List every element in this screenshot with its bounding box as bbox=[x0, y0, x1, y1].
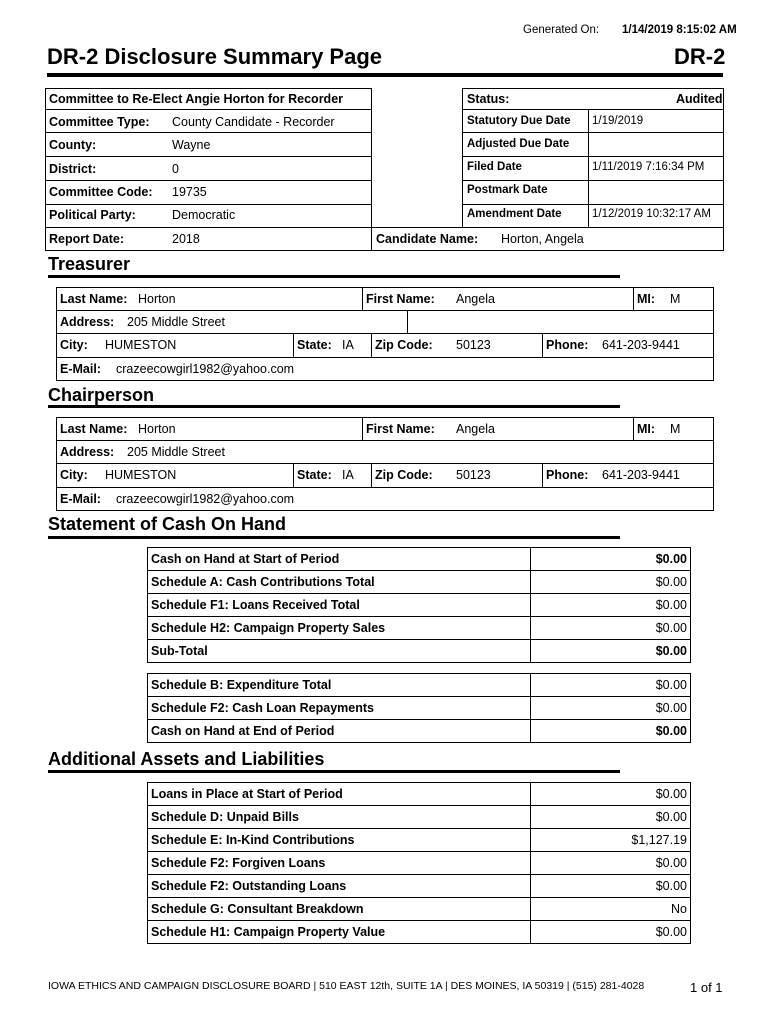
table-row bbox=[148, 921, 691, 944]
table-row bbox=[148, 852, 691, 875]
page-number: 1 of 1 bbox=[690, 980, 723, 995]
row-label: Schedule F2: Forgiven Loans bbox=[148, 852, 531, 875]
status-value: Audited bbox=[676, 92, 723, 106]
committee-name: Committee to Re-Elect Angie Horton for Recorder bbox=[49, 92, 344, 106]
row-label: Schedule H1: Campaign Property Value bbox=[148, 921, 531, 944]
row-label: Schedule F2: Outstanding Loans bbox=[148, 875, 531, 898]
table-row bbox=[148, 720, 691, 743]
district-value: 0 bbox=[172, 162, 179, 176]
treasurer-address: 205 Middle Street bbox=[127, 315, 225, 329]
assets-table bbox=[147, 782, 691, 944]
chair-mi-label: MI: bbox=[637, 422, 656, 436]
chair-email-label: E-Mail: bbox=[60, 492, 101, 506]
row-value: $1,127.19 bbox=[531, 829, 691, 852]
report-date-value: 2018 bbox=[172, 232, 200, 246]
table-row bbox=[148, 571, 691, 594]
chair-city: HUMESTON bbox=[105, 468, 177, 482]
chair-zip: 50123 bbox=[456, 468, 491, 482]
chair-address: 205 Middle Street bbox=[127, 445, 225, 459]
chair-address-label: Address: bbox=[60, 445, 115, 459]
county-value: Wayne bbox=[172, 138, 211, 152]
cash-rule bbox=[48, 536, 620, 539]
report-date-label: Report Date: bbox=[49, 232, 125, 246]
form-code: DR-2 bbox=[674, 44, 726, 69]
treasurer-last-name: Horton bbox=[138, 292, 176, 306]
treasurer-mi-label: MI: bbox=[637, 292, 656, 306]
chair-last-name-label: Last Name: bbox=[60, 422, 128, 436]
treasurer-zip: 50123 bbox=[456, 338, 491, 352]
committee-code-value: 19735 bbox=[172, 185, 207, 199]
row-label: Cash on Hand at End of Period bbox=[148, 720, 531, 743]
amendment-date-value: 1/12/2019 10:32:17 AM bbox=[592, 208, 711, 220]
table-row bbox=[148, 783, 691, 806]
chair-first-name: Angela bbox=[456, 422, 495, 436]
row-label: Schedule A: Cash Contributions Total bbox=[148, 571, 531, 594]
row-value: $0.00 bbox=[531, 594, 691, 617]
row-value: $0.00 bbox=[531, 806, 691, 829]
treasurer-email-label: E-Mail: bbox=[60, 362, 101, 376]
row-label: Schedule F1: Loans Received Total bbox=[148, 594, 531, 617]
row-label: Schedule H2: Campaign Property Sales bbox=[148, 617, 531, 640]
chairperson-rule bbox=[48, 405, 620, 408]
table-row bbox=[148, 806, 691, 829]
row-value: $0.00 bbox=[531, 674, 691, 697]
row-value: $0.00 bbox=[531, 640, 691, 663]
row-label: Schedule G: Consultant Breakdown bbox=[148, 898, 531, 921]
chair-city-label: City: bbox=[60, 468, 88, 482]
table-row bbox=[148, 594, 691, 617]
generated-on-value: 1/14/2019 8:15:02 AM bbox=[622, 24, 737, 36]
political-party-value: Democratic bbox=[172, 208, 236, 222]
committee-code-label: Committee Code: bbox=[49, 185, 153, 199]
table-row bbox=[148, 875, 691, 898]
table-row bbox=[148, 617, 691, 640]
treasurer-title: Treasurer bbox=[48, 254, 131, 274]
cash-table bbox=[147, 547, 691, 743]
treasurer-city-label: City: bbox=[60, 338, 88, 352]
treasurer-first-name-label: First Name: bbox=[366, 292, 435, 306]
candidate-name-label: Candidate Name: bbox=[376, 232, 479, 246]
row-value: $0.00 bbox=[531, 548, 691, 571]
table-row bbox=[148, 898, 691, 921]
county-label: County: bbox=[49, 138, 97, 152]
table-row bbox=[148, 697, 691, 720]
chair-zip-label: Zip Code: bbox=[375, 468, 433, 482]
footer-board-info: IOWA ETHICS AND CAMPAIGN DISCLOSURE BOARD | 510 EAST 12th, SUITE 1A | DES MOINES, IA 50319 | (515) 281-4028 bbox=[48, 980, 645, 992]
page-title: DR-2 Disclosure Summary Page bbox=[47, 44, 383, 69]
adjusted-due-date-label: Adjusted Due Date bbox=[467, 138, 570, 150]
filed-date-value: 1/11/2019 7:16:34 PM bbox=[592, 161, 705, 173]
cash-title: Statement of Cash On Hand bbox=[48, 514, 287, 534]
filed-date-label: Filed Date bbox=[467, 161, 522, 173]
row-value: $0.00 bbox=[531, 875, 691, 898]
treasurer-phone: 641-203-9441 bbox=[602, 338, 680, 352]
table-row bbox=[148, 829, 691, 852]
table-row bbox=[148, 548, 691, 571]
treasurer-zip-label: Zip Code: bbox=[375, 338, 433, 352]
row-value: $0.00 bbox=[531, 852, 691, 875]
row-label: Cash on Hand at Start of Period bbox=[148, 548, 531, 571]
row-label: Sub-Total bbox=[148, 640, 531, 663]
generated-on-label: Generated On: bbox=[523, 24, 600, 36]
chair-state-label: State: bbox=[297, 468, 332, 482]
table-row bbox=[148, 640, 691, 663]
treasurer-city: HUMESTON bbox=[105, 338, 177, 352]
row-value: No bbox=[531, 898, 691, 921]
political-party-label: Political Party: bbox=[49, 208, 136, 222]
treasurer-last-name-label: Last Name: bbox=[60, 292, 128, 306]
chair-state: IA bbox=[342, 468, 354, 482]
row-value: $0.00 bbox=[531, 571, 691, 594]
treasurer-rule bbox=[48, 275, 620, 278]
treasurer-state: IA bbox=[342, 338, 354, 352]
chair-first-name-label: First Name: bbox=[366, 422, 435, 436]
title-rule bbox=[47, 73, 723, 77]
row-value: $0.00 bbox=[531, 617, 691, 640]
candidate-name-value: Horton, Angela bbox=[501, 232, 584, 246]
district-label: District: bbox=[49, 162, 97, 176]
row-label: Schedule B: Expenditure Total bbox=[148, 674, 531, 697]
chair-last-name: Horton bbox=[138, 422, 176, 436]
chair-email: crazeecowgirl1982@yahoo.com bbox=[116, 492, 295, 506]
status-label: Status: bbox=[467, 92, 510, 106]
table-row bbox=[148, 674, 691, 697]
chair-mi: M bbox=[670, 422, 681, 436]
treasurer-state-label: State: bbox=[297, 338, 332, 352]
treasurer-phone-label: Phone: bbox=[546, 338, 589, 352]
assets-rule bbox=[48, 770, 620, 773]
row-label: Loans in Place at Start of Period bbox=[148, 783, 531, 806]
treasurer-first-name: Angela bbox=[456, 292, 495, 306]
row-value: $0.00 bbox=[531, 783, 691, 806]
chairperson-title: Chairperson bbox=[48, 385, 155, 405]
row-value: $0.00 bbox=[531, 921, 691, 944]
statutory-due-date-value: 1/19/2019 bbox=[592, 115, 644, 127]
assets-title: Additional Assets and Liabilities bbox=[48, 749, 325, 769]
row-label: Schedule F2: Cash Loan Repayments bbox=[148, 697, 531, 720]
treasurer-mi: M bbox=[670, 292, 681, 306]
chair-phone: 641-203-9441 bbox=[602, 468, 680, 482]
treasurer-address-label: Address: bbox=[60, 315, 115, 329]
row-value: $0.00 bbox=[531, 720, 691, 743]
committee-type-value: County Candidate - Recorder bbox=[172, 115, 335, 129]
row-label: Schedule D: Unpaid Bills bbox=[148, 806, 531, 829]
chair-phone-label: Phone: bbox=[546, 468, 589, 482]
amendment-date-label: Amendment Date bbox=[467, 208, 562, 220]
row-value: $0.00 bbox=[531, 697, 691, 720]
committee-type-label: Committee Type: bbox=[49, 115, 150, 129]
statutory-due-date-label: Statutory Due Date bbox=[467, 115, 571, 127]
treasurer-email: crazeecowgirl1982@yahoo.com bbox=[116, 362, 295, 376]
postmark-date-label: Postmark Date bbox=[467, 184, 548, 196]
row-label: Schedule E: In-Kind Contributions bbox=[148, 829, 531, 852]
